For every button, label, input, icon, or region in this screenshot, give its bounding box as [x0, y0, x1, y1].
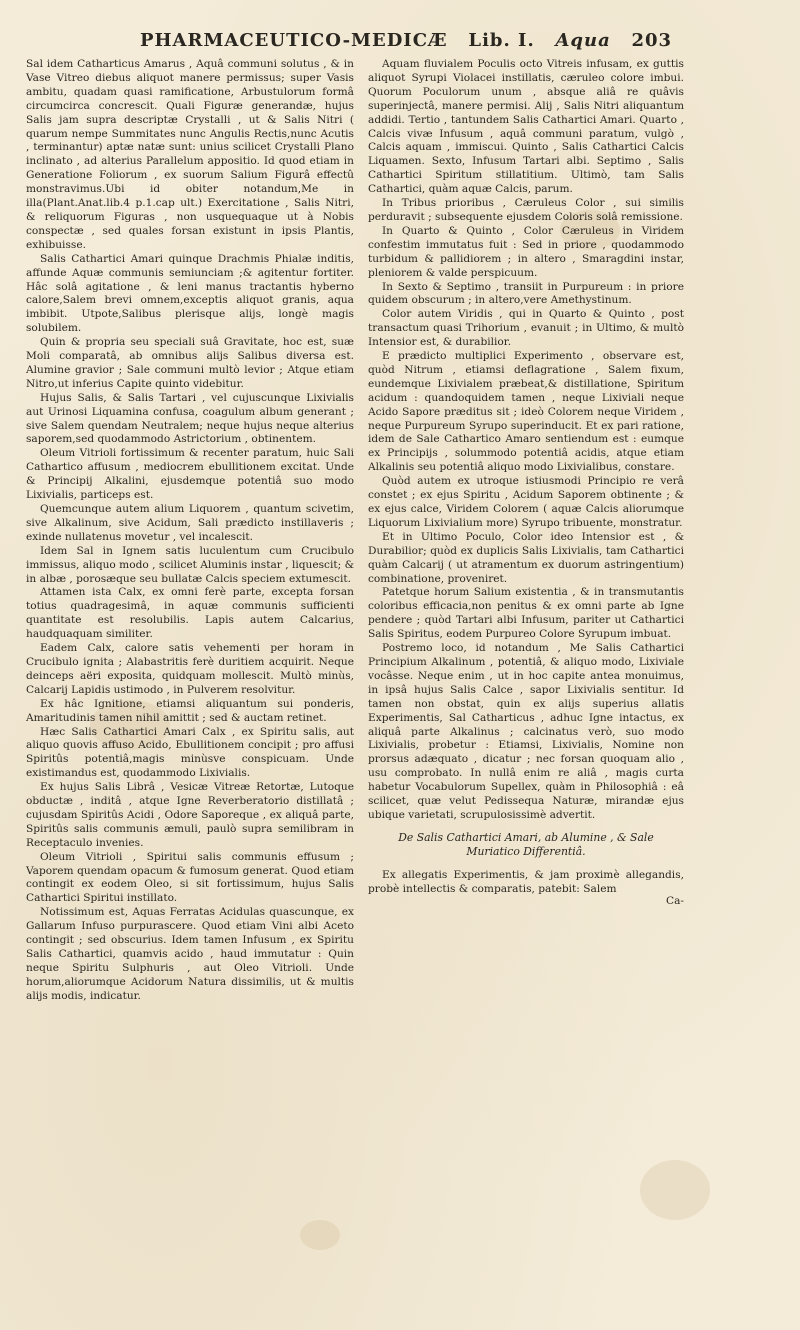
paragraph: Patetque horum Salium existentia , & in transmutantis coloribus efficacia,non penitus & ex omni parte ab Igne pendere ; quòd Tartari albi Infusum, pariter ut Cathartici Salis Spiritus, eodem Purpureo Colore Syrupum imbuat. — [368, 586, 684, 641]
paragraph: Postremo loco, id notandum , Me Salis Cathartici Principium Alkalinum , potentiâ, & aliquo modo, Lixiviale vocâsse. Neque enim , ut in hoc capite antea monuimus, in ipsâ hujus Salis Calce , sapor Lixivialis sentitur. Id tamen non obstat, quin ex alijs superius allatis Experimentis, Sal Catharticus , adhuc Igne intactus, ex aliquâ parte Alkalinus ; calcinatus verò, suo modo Lixivialis, probetur : Etiamsi, Lixivialis, Nomine non prorsus adæquato , dicatur ; nec forsan quoquam alio , usu comprobato. In nullâ enim re aliâ , magis curta habetur Vocabulorum Supellex, quàm in Philosophiâ : eâ scilicet, quæ velut Pedissequa Naturæ, mirandæ ejus ubique varietati, scrupulosissimè advertit. — [368, 642, 684, 821]
paragraph: E prædicto multiplici Experimento , observare est, quòd Nitrum , etiamsi deflagratione , Salem fixum, eundemque Lixivialem præbeat,& distillatione, Spiritum acidum : quandoquidem tamen , neque Lixiviali neque Acido Sapore præditus sit ; ideò Colorem neque Viridem , neque Purpureum Syrupo superinducit. Et ex pari ratione, idem de Sale Cathartico Amaro sentiendum est : eumque ex Principijs , solummodo potentiâ acidis, atque etiam Alkalinis seu potentiâ aliquo modo Lixivialibus, constare. — [368, 350, 684, 474]
header-section: Aqua — [555, 30, 611, 51]
paragraph: Idem Sal in Ignem satis luculentum cum Crucibulo immissus, aliquo modo , scilicet Aluminis instar , liquescit; & in albæ , porosæque seu bullatæ Calcis speciem extumescit. — [26, 544, 354, 585]
paragraph: Quemcunque autem alium Liquorem , quantum scivetim, sive Alkalinum, sive Acidum, Sali prædicto instillaveris ; exinde nullatenus movetur , vel incalescit. — [26, 503, 354, 543]
header-book: Lib. I. — [468, 30, 535, 51]
paragraph: Salis Cathartici Amari quinque Drachmis Phialæ inditis, affunde Aquæ communis semiunciam ;& agitentur fortiter. Hâc solâ agitatione , & leni manus tractantis hyberno calore,Salem brevi omnem,exceptis aliquot granis, aqua imbibit. Utpote,Salibus plerisque alijs, longè magis solubilem. — [26, 252, 354, 335]
page-number: 203 — [631, 30, 673, 51]
header-title: PHARMACEUTICO-MEDICÆ — [140, 30, 448, 51]
paragraph: Ex hâc Ignitione, etiamsi aliquantum sui ponderis, Amaritudinis tamen nihil amittit ; sed & auctam retinet. — [26, 697, 354, 724]
paragraph: Quòd autem ex utroque istiusmodi Principio re verâ constet ; ex ejus Spiritu , Acidum Saporem obtinente ; & ex ejus calce, Viridem Colorem ( aquæ Calcis aliorumque Liquorum Lixivialium more) Syrupo tribuente, monstratur. — [368, 475, 684, 529]
paragraph: In Tribus prioribus , Cæruleus Color , sui similis perduravit ; subsequente ejusdem Coloris solâ remissione. — [368, 197, 684, 223]
paragraph: Et in Ultimo Poculo, Color ideo Intensior est , & Durabilior; quòd ex duplicis Salis Lixivialis, tam Cathartici quàm Calcarij ( ut atramentum ex duorum astringentium) combinatione, proveniret. — [368, 530, 684, 585]
paragraph: In Sexto & Septimo , transiit in Purpureum : in priore quidem obscurum ; in altero,vere Amethystinum. — [368, 280, 684, 307]
paragraph: Notissimum est, Aquas Ferratas Acidulas quascunque, ex Gallarum Infuso purpurascere. Quod etiam Vini albi Aceto contingit ; sed obscurius. Idem tamen Infusum , ex Spiritu Salis Cathartici, quamvis acido , haud immutatur : Quin neque Spiritu Sulphuris , aut Oleo Vitrioli. Unde horum,aliorumque Acidorum Natura dissimilis, ut & multis alijs modis, indicatur. — [26, 906, 354, 1002]
paragraph: Ex allegatis Experimentis, & jam proximè allegandis, probè intellectis & comparatis, patebit: Salem — [368, 868, 684, 895]
paragraph: Eadem Calx, calore satis vehementi per horam in Crucibulo ignita ; Alabastritis ferè duritiem acquirit. Neque deinceps aëri exposita, quidquam mollescit. Multò minùs, Calcarij Lapidis ustimodo , in Pulverem resolvitur. — [26, 642, 354, 696]
paragraph: Ex hujus Salis Librâ , Vesicæ Vitreæ Retortæ, Lutoque obductæ , inditâ , atque Igne Reverberatorio distillatâ ; cujusdam Spiritûs Acidi , Odore Saporeque , ex aliquâ parte, Spiritûs salis communis æmuli, paulò supra semilibram in Receptaculo invenies. — [26, 781, 354, 849]
paragraph: Oleum Vitrioli , Spiritui salis communis effusum ; Vaporem quendam opacum & fumosum generat. Quod etiam contingit ex eodem Oleo, si sit fortissimum, hujus Salis Cathartici Spiritui instillato. — [26, 850, 354, 905]
catchword: Ca- — [665, 894, 684, 907]
paragraph: In Quarto & Quinto , Color Cæruleus in Viridem confestim immutatus fuit : Sed in priore , quodammodo turbidum & pallidiorem ; in altero , Smaragdini instar, pleniorem & valde perspicuum. — [368, 224, 684, 279]
paragraph: Quin & propria seu speciali suâ Gravitate, hoc est, suæ Moli comparatâ, ab omnibus alijs Salibus diversa est. Alumine gravior ; Sale communi multò levior ; Atque etiam Nitro,ut inferius Capite quinto videbitur. — [26, 336, 354, 390]
paragraph: Aquam fluvialem Poculis octo Vitreis infusam, ex guttis aliquot Syrupi Violacei instillatis, cæruleo colore imbui. Quorum Poculorum unum , absque aliâ re quâvis superinjectâ, manere permisi. Alij , Salis Nitri aliquantum addidi. Tertio , tantundem Salis Cathartici Amari. Quarto , Calcis vivæ Infusum , aquâ communi paratum, vulgò , Calcis aquam , immiscui. Quinto , Salis Cathartici Calcis Liquamen. Sexto, Infusum Tartari albi. Septimo , Salis Cathartici Spiritum stillatitium. Ultimò, tam Salis Cathartici, quàm aquæ Calcis, parum. — [368, 58, 684, 196]
right-column — [368, 58, 684, 909]
paragraph: Hujus Salis, & Salis Tartari , vel cujuscunque Lixivialis aut Urinosi Liquamina confusa, coagulum album generant ; sive Salem quendam Neutralem; neque hujus neque alterius saporem,sed quodammodo Astrictorium , obtinentem. — [26, 391, 354, 446]
paragraph: Attamen ista Calx, ex omni ferè parte, excepta forsan totius quadragesimâ, in aquæ communis sufficienti quantitate est resolubilis. Lapis autem Calcarius, haudquaquam similiter. — [26, 586, 354, 641]
left-column — [26, 58, 354, 1004]
paragraph: Oleum Vitrioli fortissimum & recenter paratum, huic Sali Cathartico affusum , mediocrem ebullitionem excitat. Unde & Principij Alkalini, ejusdemque potentiâ suo modo Lixivialis, particeps est. — [26, 447, 354, 502]
running-header — [140, 30, 700, 56]
paragraph: Hæc Salis Cathartici Amari Calx , ex Spiritu salis, aut aliquo quovis affuso Acido, Ebullitionem concipit ; pro affusi Spiritûs potentiâ,magis minùsve conspicuam. Unde existimandus est, quodammodo Lixivialis. — [26, 725, 354, 780]
paragraph: Color autem Viridis , qui in Quarto & Quinto , post transactum quasi Trihorium , evanuit ; in Ultimo, & multò Intensior est, & durabilior. — [368, 308, 684, 349]
paragraph: Sal idem Catharticus Amarus , Aquâ communi solutus , & in Vase Vitreo diebus aliquot manere permissus; super Vasis ambitu, quadam quasi ramificatione, Arbustulorum formâ circumcirca concrescit. Quali Figuræ generandæ, hujus Salis jam supra descriptæ Crystalli , ut & Salis Nitri ( quarum nempe Summitates nunc Angulis Rectis,nunc Acutis , terminantur) aptæ natæ sunt: unius scilicet Crystalli Plano inclinato , ad alterius Parallelum appositio. Id quod etiam in Generatione Foliorum , ex suorum Salium Figurâ effectû monstravimus.Ubi id obiter notandum,Me in illa(Plant.Anat.lib.4 p.1.cap ult.) Exercitatione , Salis Nitri, & reliquorum Figuras , non usquequaque ut à Nobis conspectæ , sed quales forsan existunt in ipsis Plantis, exhibuisse. — [26, 58, 354, 251]
section-title: De Salis Cathartici Amari, ab Alumine , & Sale Muriatico Differentiâ. — [398, 830, 654, 858]
